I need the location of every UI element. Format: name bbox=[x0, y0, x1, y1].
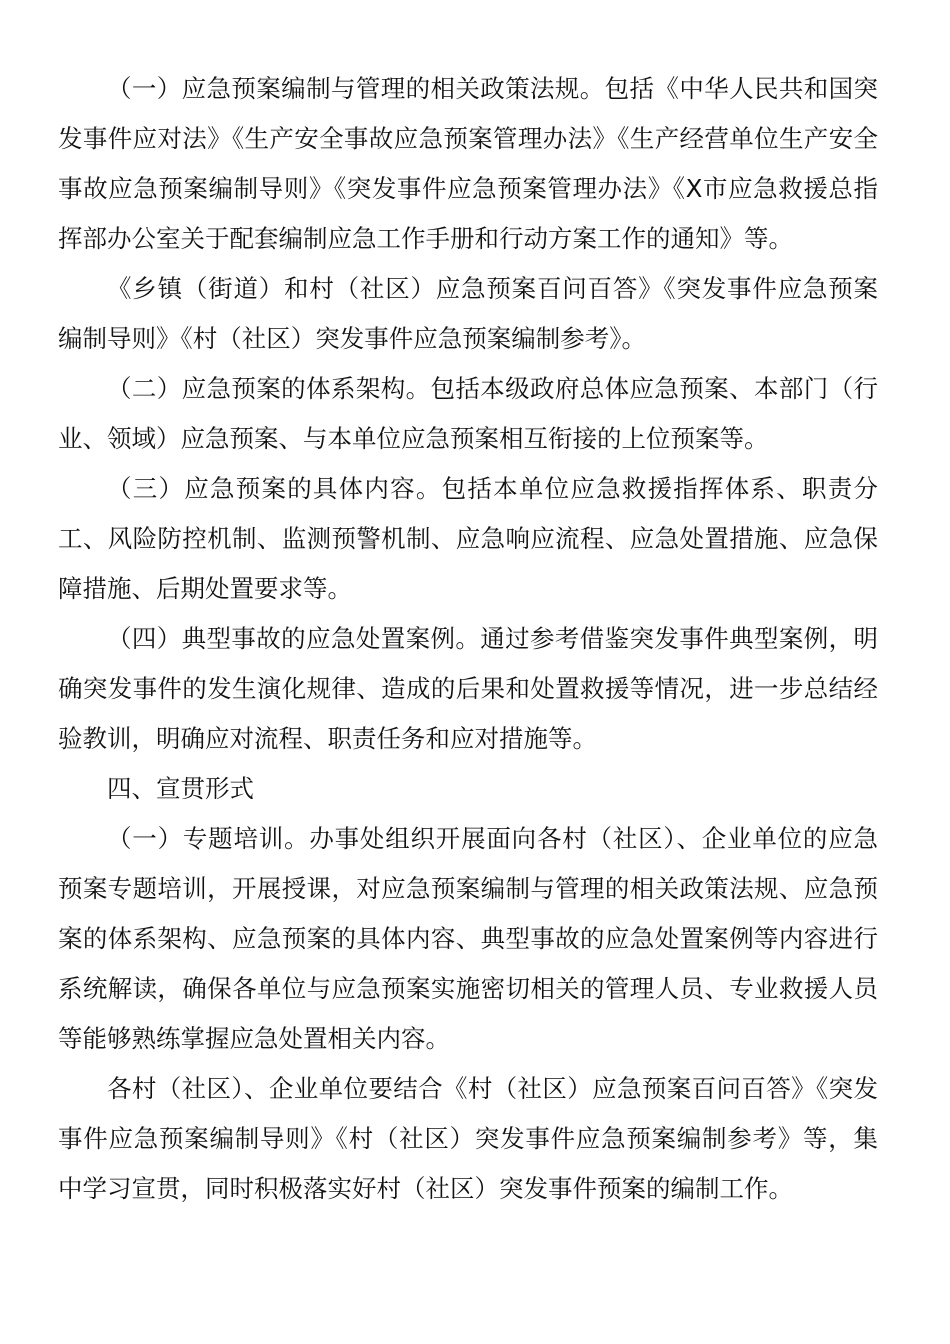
paragraph-reference-books: 《乡镇（街道）和村（社区）应急预案百问百答》《突发事件应急预案编制导则》《村（社区）突发事件应急预案编制参考》。 bbox=[58, 274, 878, 353]
paragraph-specific-content: （三）应急预案的具体内容。包括本单位应急救援指挥体系、职责分工、风险防控机制、监测预警机制、应急响应流程、应急处置措施、应急保障措施、后期处置要求等。 bbox=[58, 474, 878, 603]
paragraph-policy-regulations: （一）应急预案编制与管理的相关政策法规。包括《中华人民共和国突发事件应对法》《生产安全事故应急预案管理办法》《生产经营单位生产安全事故应急预案编制导则》《突发事件应急预案管理办法》《X市应急救援总指挥部办公室关于配套编制应急工作手册和行动方案工作的通知》等。 bbox=[58, 74, 878, 253]
document-body bbox=[58, 64, 878, 1214]
paragraph-special-training: （一）专题培训。办事处组织开展面向各村（社区）、企业单位的应急预案专题培训，开展授课，对应急预案编制与管理的相关政策法规、应急预案的体系架构、应急预案的具体内容、典型事故的应急处置案例等内容进行系统解读，确保各单位与应急预案实施密切相关的管理人员、专业救援人员等能够熟练掌握应急处置相关内容。 bbox=[58, 824, 878, 1053]
section-heading-publicity-forms: 四、宣贯形式 bbox=[107, 774, 254, 803]
paragraph-typical-cases: （四）典型事故的应急处置案例。通过参考借鉴突发事件典型案例，明确突发事件的发生演化规律、造成的后果和处置救援等情况，进一步总结经验教训，明确应对流程、职责任务和应对措施等。 bbox=[58, 624, 878, 753]
paragraph-study-implementation: 各村（社区）、企业单位要结合《村（社区）应急预案百问百答》《突发事件应急预案编制导则》《村（社区）突发事件应急预案编制参考》等，集中学习宣贯，同时积极落实好村（社区）突发事件预案的编制工作。 bbox=[58, 1074, 878, 1203]
paragraph-system-architecture: （二）应急预案的体系架构。包括本级政府总体应急预案、本部门（行业、领域）应急预案、与本单位应急预案相互衔接的上位预案等。 bbox=[58, 374, 878, 453]
